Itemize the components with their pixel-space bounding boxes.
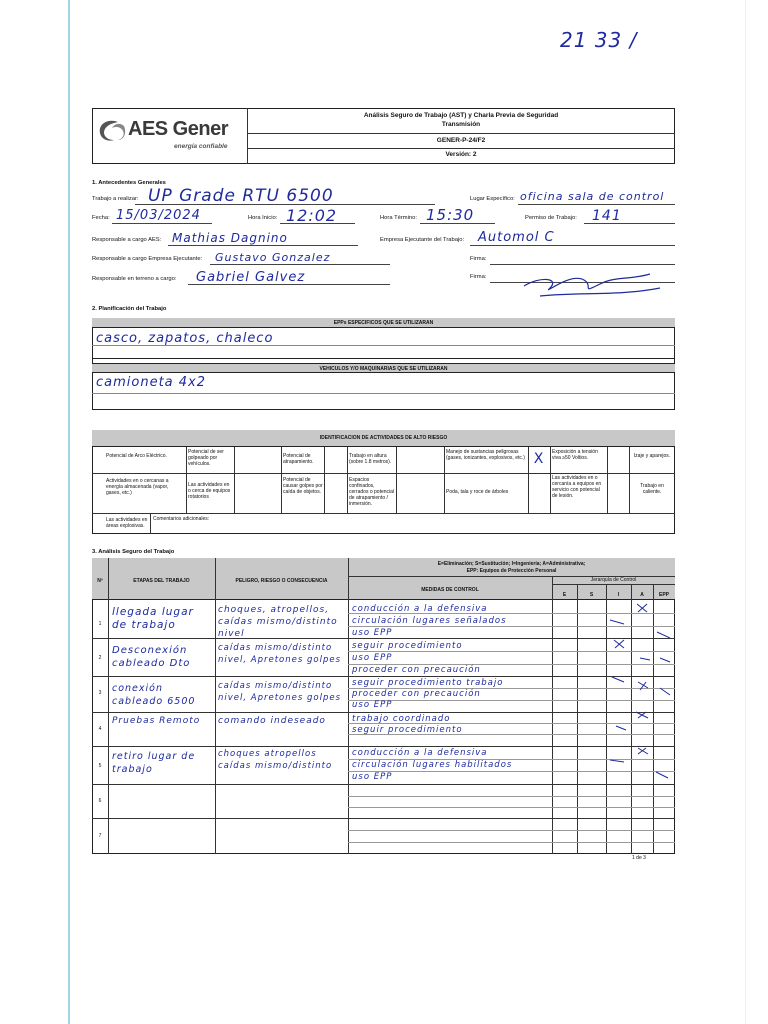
row5-medida-1[interactable]: conducción a la defensiva [352,748,488,758]
page-number: 1 de 3 [632,855,646,861]
risk-izaje: Izaje y aparejos. [633,453,671,459]
form-subtitle: Transmisión [441,121,481,128]
trabajo-value[interactable]: UP Grade RTU 6500 [148,186,334,206]
row1-etapa[interactable]: llegada lugar de trabajo [112,606,194,631]
jer-i: I [617,592,620,598]
section2-title: 2. Planificación del Trabajo [92,306,167,312]
logo-text: AES Gener [128,118,228,140]
legend-line1: E=Eliminación; S=Sustitución; I=Ingeniería; A=Administrativa; [437,561,586,567]
row1-medida-1[interactable]: conducción a la defensiva [352,604,488,614]
row1-medida-3[interactable]: uso EPP [352,628,393,638]
risk-golpeado: Potencial de ser golpeado por vehículos. [188,449,224,467]
epp-header: EPPs ESPECIFICOS QUE SE UTILIZARAN [92,318,675,328]
risk-caida-objetos: Potencial de causar golpes por caída de objetos. [283,477,323,495]
signature-scribble [520,266,670,300]
col-peligro-header: PELIGRO, RIESGO O CONSECUENCIA [235,578,328,584]
row4-peligro[interactable]: comando indeseado [218,716,326,726]
row1-number: 1 [98,621,102,627]
risk-explosivas: Las actividades en áreas explosivas. [106,517,148,529]
firma1-label: Firma: [470,256,487,262]
fecha-value[interactable]: 15/03/2024 [116,208,201,223]
risk-comments-label: Comentarios adicionales: [153,516,210,522]
col-medidas-header: MEDIDAS DE CONTROL [421,587,479,593]
row4-number: 4 [98,726,102,732]
row1-medida-2[interactable]: circulación lugares señalados [352,616,507,626]
row3-etapa[interactable]: conexión cableado 6500 [112,683,196,707]
row3-peligro[interactable]: caídas mismo/distinto nivel, Apretones golpes [218,681,341,703]
logo-icon [96,118,128,144]
hora-inicio-value[interactable]: 12:02 [286,206,338,225]
risk-tension: Exposición a tensión viva ≥50 Voltios. [552,449,598,461]
margin-line [68,0,70,1024]
jer-a: A [640,592,644,598]
hierarchy-marks [552,600,675,818]
form-title: Análisis Seguro de Trabajo (AST) y Charla Previa de Seguridad [363,112,559,119]
resp-aes-label: Responsable a cargo AES: [92,237,162,243]
resp-terreno-label: Responsable en terreno a cargo: [92,276,177,282]
margin-line-right [745,0,746,1024]
jer-s: S [589,592,594,598]
row2-peligro[interactable]: caídas mismo/distinto nivel, Apretones golpes [218,643,341,665]
lugar-value[interactable]: oficina sala de control [520,190,665,203]
hora-inicio-label: Hora Inicio: [248,215,278,221]
risk-altura: Trabajo en altura (sobre 1.8 metros). [349,453,392,465]
row3-number: 3 [98,690,102,696]
row2-medida-2[interactable]: uso EPP [352,653,393,663]
section1-title: 1. Antecedentes Generales [92,180,166,186]
legend-line2: EPP: Equipos de Protección Personal [466,568,557,574]
row5-number: 5 [98,763,102,769]
jer-epp: EPP [658,592,669,598]
row3-medida-3[interactable]: uso EPP [352,700,393,710]
trabajo-label: Trabajo a realizar: [92,196,139,202]
row2-medida-3[interactable]: proceder con precaución [352,665,481,675]
row1-peligro[interactable]: choques, atropellos, caídas mismo/distinto nivel [218,605,338,639]
risk-confinados: Espacios confinados, cerrados o potencial de atrapamiento / inmersión. [349,477,395,507]
empresa-value[interactable]: Automol C [478,230,555,245]
row4-medida-2[interactable]: seguir procedimiento [352,725,463,735]
resp-empresa-label: Responsable a cargo Empresa Ejecutante: [92,256,203,262]
row6-number: 6 [98,798,102,804]
row2-etapa[interactable]: Desconexión cableado Dto [112,645,191,669]
hora-termino-label: Hora Término: [380,215,417,221]
permiso-value[interactable]: 141 [592,208,622,224]
row5-medida-3[interactable]: uso EPP [352,772,393,782]
row2-medida-1[interactable]: seguir procedimiento [352,641,463,651]
form-code: GENER-P-24/F2 [436,137,486,144]
risk-arco: Potencial de Arco Eléctrico. [106,453,167,459]
row5-peligro[interactable]: choques atropellos caídas mismo/distinto [218,749,333,771]
row4-etapa[interactable]: Pruebas Remoto [112,716,201,726]
fecha-label: Fecha: [92,215,110,221]
risk-atrapamiento: Potencial de atrapamiento. [283,453,314,465]
row5-etapa[interactable]: retiro lugar de trabajo [112,751,196,775]
risk-energia: Actividades en o cercanas a energía almacenada (vapor, gases, etc.) [106,478,169,496]
col-n-header: Nº [97,578,103,584]
row3-medida-2[interactable]: proceder con precaución [352,689,481,699]
risk-sustancias: Manejo de sustancias peligrosas (gases, ionizantes, explosivos, etc.) [446,449,525,461]
resp-aes-value[interactable]: Mathias Dagnino [172,231,288,245]
jer-e: E [562,592,567,598]
row2-number: 2 [98,655,102,661]
vehiculos-value[interactable]: camioneta 4x2 [96,375,207,390]
risk-rotatorios: Las actividades en o cerca de equipos rotatorios [188,482,231,500]
resp-empresa-value[interactable]: Gustavo Gonzalez [215,251,331,264]
col-etapas-header: ETAPAS DEL TRABAJO [133,578,190,584]
logo-tagline: energía confiable [174,143,228,150]
hora-termino-value[interactable]: 15:30 [426,206,475,224]
empresa-label: Empresa Ejecutante del Trabajo: [380,237,465,243]
permiso-label: Permiso de Trabajo: [525,215,577,221]
epp-value[interactable]: casco, zapatos, chaleco [96,331,274,346]
risk-equipos-servicio: Las actividades en o cercanía a equipos en servicio con potencial de lesión. [552,475,602,499]
jerarquia-header: Jerarquía de Control [590,577,637,583]
form-version: Versión: 2 [445,151,477,158]
vehiculos-header: VEHICULOS Y/O MAQUINARIAS QUE SE UTILIZARAN [92,363,675,373]
risk-caliente: Trabajo en caliente. [640,483,664,495]
risk-poda: Poda, tala y roce de árboles [446,489,509,495]
row3-medida-1[interactable]: seguir procedimiento trabajo [352,678,504,688]
lugar-label: Lugar Específico: [470,196,515,202]
section3-title: 3. Análisis Seguro del Trabajo [92,549,175,555]
resp-terreno-value[interactable]: Gabriel Galvez [196,270,306,285]
risk-header: IDENTIFICACION DE ACTIVIDADES DE ALTO RIESGO [92,430,675,447]
row7-number: 7 [98,833,102,839]
risk-mark-x[interactable]: X [533,451,545,467]
doc-number: 21 33 / [560,28,638,52]
company-logo [96,116,244,156]
firma2-label: Firma: [470,274,487,280]
row4-medida-1[interactable]: trabajo coordinado [352,714,451,724]
row5-medida-2[interactable]: circulación lugares habilitados [352,760,513,770]
